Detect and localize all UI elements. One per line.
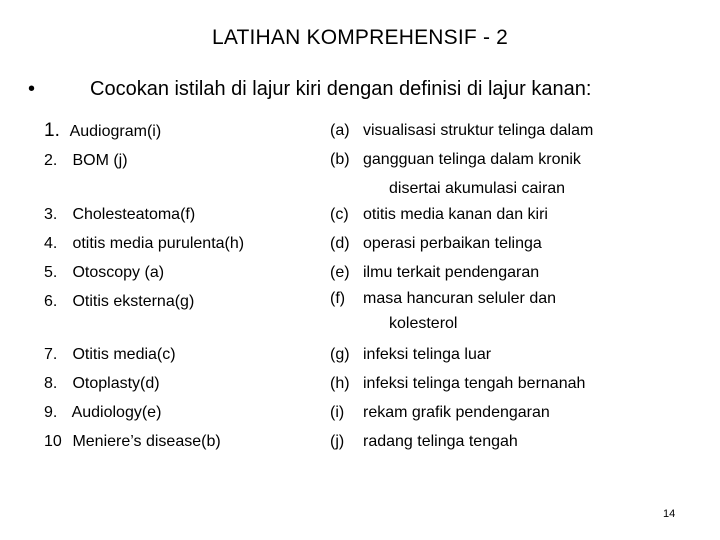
term-item — [44, 258, 164, 287]
term-text: Otitis media(c) — [72, 346, 176, 363]
term-text: Meniere’s disease(b) — [72, 433, 221, 450]
term-number: 5. — [44, 264, 58, 281]
term-number: 7. — [44, 346, 58, 363]
definition-letter: (f) — [330, 290, 346, 307]
term-text: Otoscopy (a) — [72, 264, 165, 281]
term-text: Otoplasty(d) — [72, 375, 160, 392]
definition-letter: (h) — [330, 375, 350, 392]
term-number: 2. — [44, 152, 58, 169]
definition-item — [330, 369, 585, 398]
definition-item — [330, 145, 581, 203]
bullet-icon: • — [28, 78, 36, 100]
definition-text: radang telinga tengah — [363, 433, 518, 450]
definition-text: masa hancuran seluler dan — [363, 290, 557, 307]
definition-letter: (a) — [330, 122, 350, 139]
definition-text: rekam grafik pendengaran — [363, 404, 550, 421]
definition-text: ilmu terkait pendengaran — [363, 264, 540, 281]
term-number: 4. — [44, 235, 58, 252]
definition-text: infeksi telinga tengah bernanah — [363, 375, 586, 392]
term-item — [44, 229, 244, 258]
term-text: Audiology(e) — [71, 404, 162, 421]
instruction-line — [28, 78, 708, 101]
definition-text: infeksi telinga luar — [363, 346, 492, 363]
definition-text: operasi perbaikan telinga — [363, 235, 542, 252]
definition-item — [330, 398, 550, 427]
term-text: BOM (j) — [72, 152, 128, 169]
term-text: Otitis eksterna(g) — [72, 293, 195, 310]
term-item — [44, 146, 128, 175]
instruction-text: Cocokan istilah di lajur kiri dengan definisi di lajur kanan: — [90, 78, 592, 100]
definition-letter: (d) — [330, 235, 350, 252]
term-item — [44, 116, 161, 146]
term-item — [44, 427, 221, 456]
term-number: 10 — [44, 433, 62, 450]
slide-title: LATIHAN KOMPREHENSIF - 2 — [211, 26, 509, 49]
term-text: Audiogram(i) — [69, 123, 162, 140]
definition-continuation: disertai akumulasi cairan — [389, 180, 566, 197]
definition-item — [330, 258, 539, 287]
definition-letter: (c) — [330, 206, 349, 223]
definition-continuation: kolesterol — [389, 315, 458, 332]
definition-text: otitis media kanan dan kiri — [363, 206, 548, 223]
term-text: Cholesteatoma(f) — [72, 206, 196, 223]
term-number: 6. — [44, 293, 58, 310]
definition-letter: (g) — [330, 346, 350, 363]
definition-letter: (e) — [330, 264, 350, 281]
definition-item — [330, 340, 491, 369]
definition-item — [330, 284, 556, 338]
definition-item — [330, 427, 518, 456]
definition-item — [330, 116, 593, 145]
term-number: 9. — [44, 404, 58, 421]
term-number: 1. — [44, 120, 60, 141]
term-item — [44, 398, 161, 427]
definition-text: gangguan telinga dalam kronik — [363, 151, 581, 168]
term-item — [44, 287, 194, 316]
definition-letter: (j) — [330, 433, 345, 450]
page-number: 14 — [663, 508, 676, 520]
term-item — [44, 340, 176, 369]
definition-text: visualisasi struktur telinga dalam — [363, 122, 594, 139]
term-item — [44, 369, 160, 398]
term-text: otitis media purulenta(h) — [72, 235, 245, 252]
definition-letter: (i) — [330, 404, 345, 421]
definition-item — [330, 200, 548, 229]
term-number: 3. — [44, 206, 58, 223]
definition-item — [330, 229, 542, 258]
term-number: 8. — [44, 375, 58, 392]
definition-letter: (b) — [330, 151, 350, 168]
term-item — [44, 200, 195, 229]
